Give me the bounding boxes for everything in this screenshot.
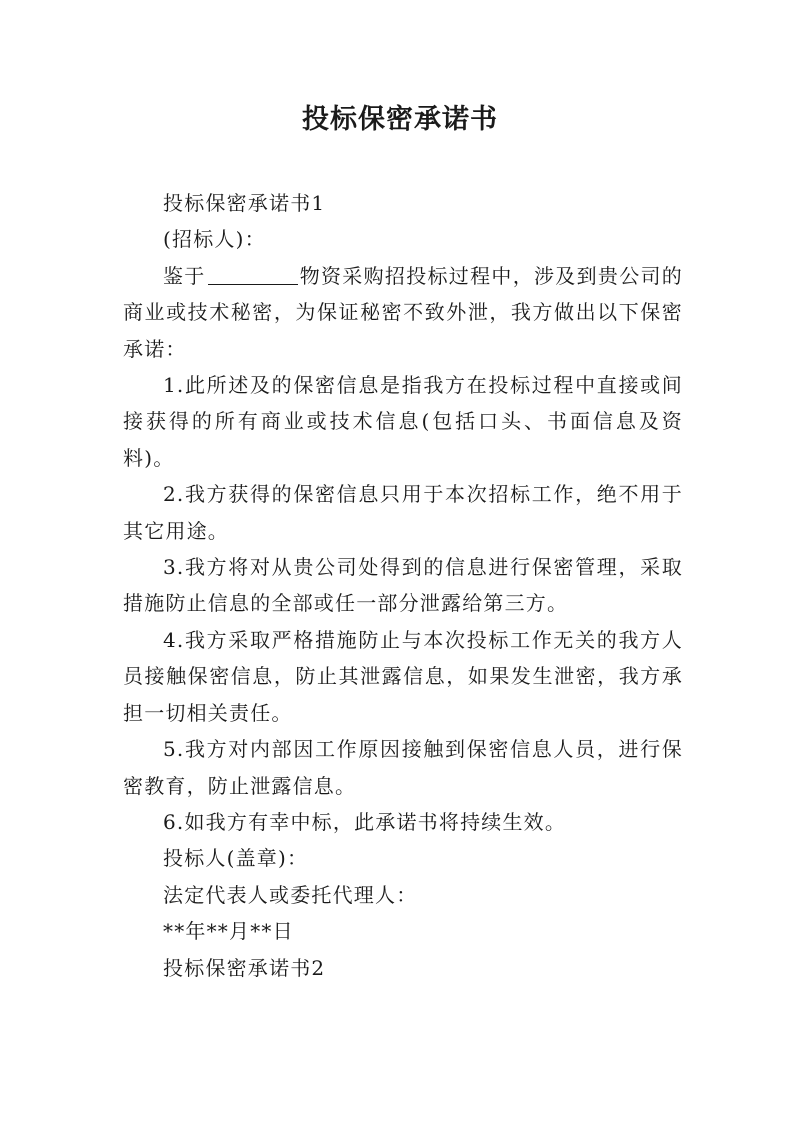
item-2: 2.我方获得的保密信息只用于本次招标工作，绝不用于其它用途。 <box>123 482 683 543</box>
intro-paragraph <box>123 258 683 367</box>
item-3: 3.我方将对从贵公司处得到的信息进行保密管理，采取措施防止信息的全部或任一部分泄露给第三方。 <box>123 555 683 616</box>
signature-representative: 法定代表人或委托代理人： <box>163 882 418 907</box>
fill-in-blank <box>208 264 298 285</box>
date-line: **年**月**日 <box>163 919 294 944</box>
item-1: 1.此所述及的保密信息是指我方在投标过程中直接或间接获得的所有商业或技术信息(包括口头、书面信息及资料)。 <box>123 373 683 470</box>
intro-after-blank: 物资采购招投标过程中，涉及到贵公司的商业或技术秘密，为保证秘密不致外泄，我方做出以下保密承诺： <box>123 263 683 361</box>
item-6: 6.如我方有幸中标，此承诺书将持续生效。 <box>163 809 567 834</box>
document-body <box>123 185 683 986</box>
section-heading-2: 投标保密承诺书2 <box>163 955 326 980</box>
recipient-line: (招标人)： <box>163 227 266 252</box>
document-title: 投标保密承诺书 <box>302 104 498 135</box>
item-4: 4.我方采取严格措施防止与本次投标工作无关的我方人员接触保密信息，防止其泄露信息，如果发生泄密，我方承担一切相关责任。 <box>123 627 683 725</box>
signature-bidder: 投标人(盖章)： <box>163 846 309 871</box>
item-5: 5.我方对内部因工作原因接触到保密信息人员，进行保密教育，防止泄露信息。 <box>123 737 683 798</box>
section-heading-1: 投标保密承诺书1 <box>163 191 326 215</box>
intro-before-blank: 鉴于 <box>163 263 206 288</box>
